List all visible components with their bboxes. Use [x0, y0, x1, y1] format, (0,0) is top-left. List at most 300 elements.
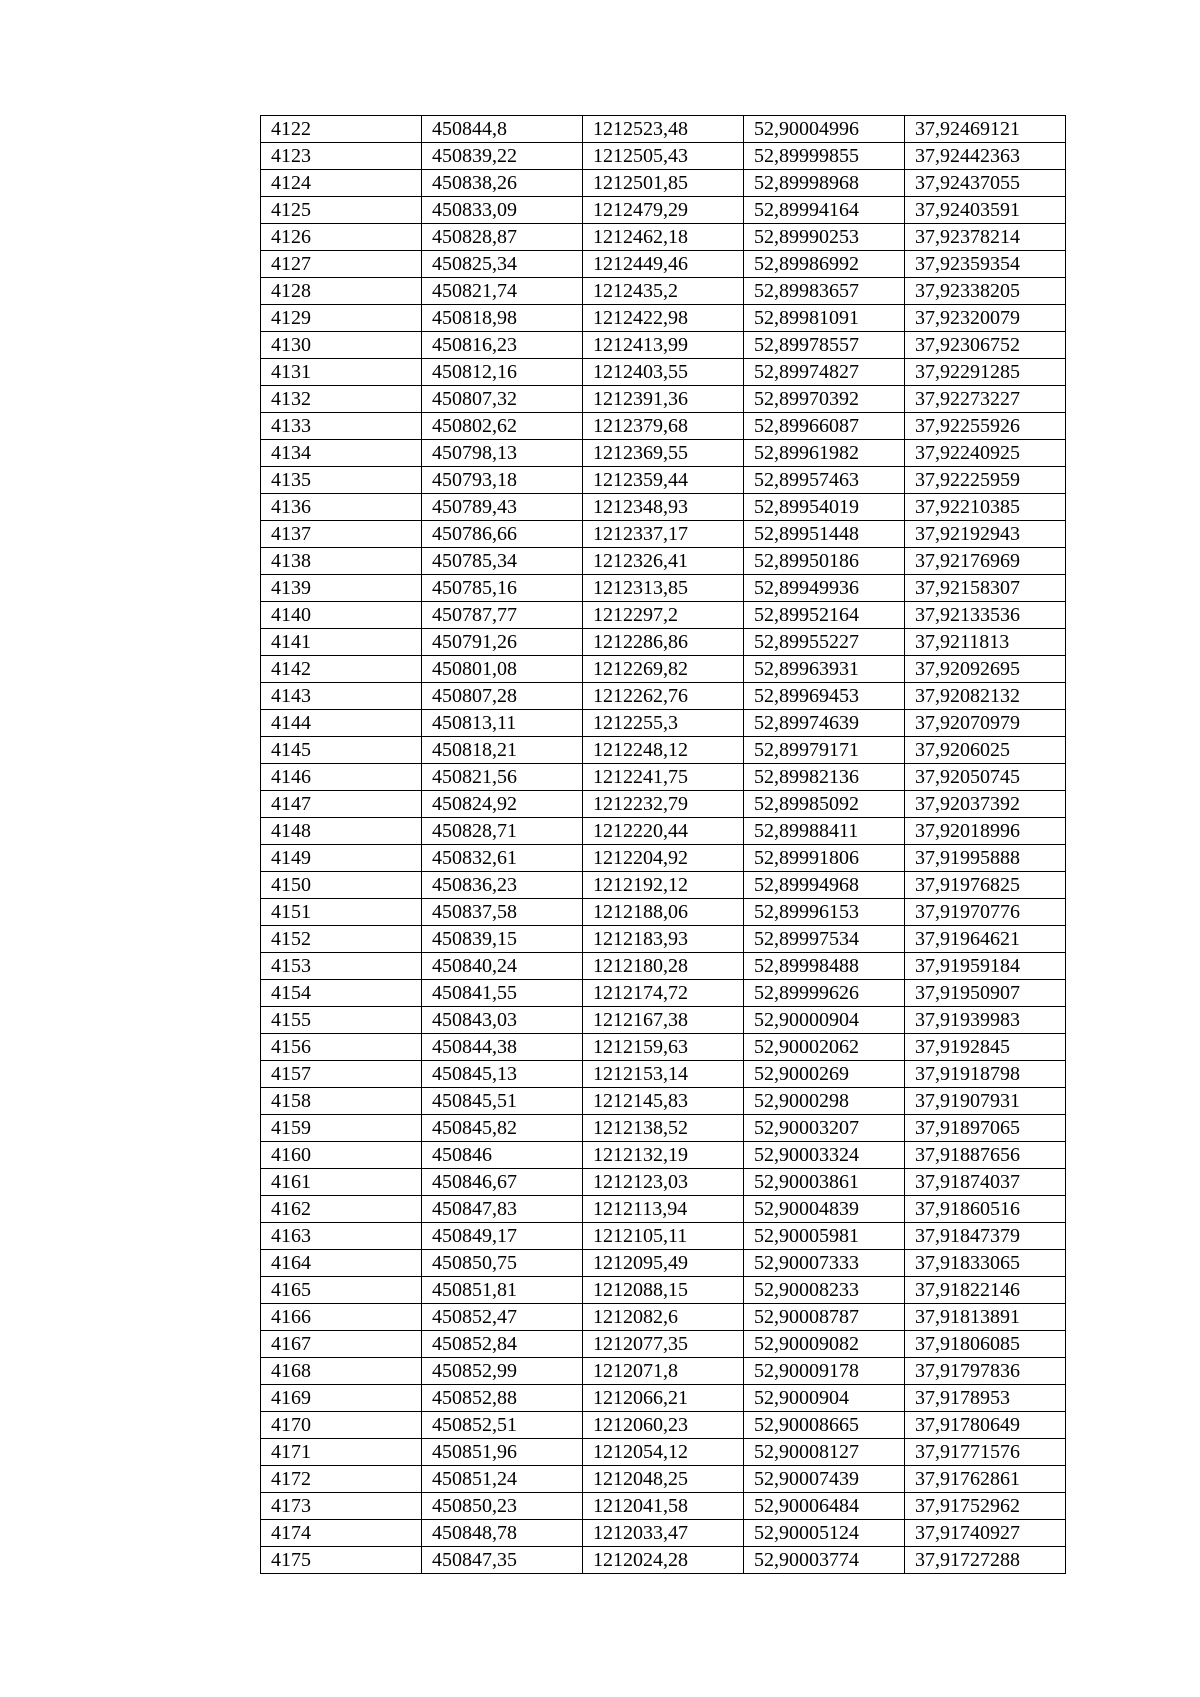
- table-row: [261, 1547, 1066, 1574]
- point-number-cell: 4148: [261, 818, 422, 845]
- point-number-cell: 4169: [261, 1385, 422, 1412]
- point-number-cell: 4135: [261, 467, 422, 494]
- table-row: [261, 224, 1066, 251]
- y-coordinate-cell: 1212269,82: [583, 656, 744, 683]
- x-coordinate-cell: 450852,51: [422, 1412, 583, 1439]
- point-number-cell: 4151: [261, 899, 422, 926]
- longitude-cell: 37,91918798: [905, 1061, 1066, 1088]
- point-number-cell: 4136: [261, 494, 422, 521]
- table-row: [261, 305, 1066, 332]
- y-coordinate-cell: 1212435,2: [583, 278, 744, 305]
- latitude-cell: 52,89983657: [744, 278, 905, 305]
- longitude-cell: 37,91797836: [905, 1358, 1066, 1385]
- y-coordinate-cell: 1212505,43: [583, 143, 744, 170]
- latitude-cell: 52,90003324: [744, 1142, 905, 1169]
- x-coordinate-cell: 450785,34: [422, 548, 583, 575]
- table-row: [261, 548, 1066, 575]
- y-coordinate-cell: 1212232,79: [583, 791, 744, 818]
- table-row: [261, 1115, 1066, 1142]
- table-row: [261, 656, 1066, 683]
- point-number-cell: 4156: [261, 1034, 422, 1061]
- longitude-cell: 37,91771576: [905, 1439, 1066, 1466]
- longitude-cell: 37,92291285: [905, 359, 1066, 386]
- y-coordinate-cell: 1212413,99: [583, 332, 744, 359]
- longitude-cell: 37,92082132: [905, 683, 1066, 710]
- point-number-cell: 4124: [261, 170, 422, 197]
- y-coordinate-cell: 1212077,35: [583, 1331, 744, 1358]
- y-coordinate-cell: 1212153,14: [583, 1061, 744, 1088]
- x-coordinate-cell: 450812,16: [422, 359, 583, 386]
- table-row: [261, 1385, 1066, 1412]
- coordinates-table-body: [261, 116, 1066, 1574]
- longitude-cell: 37,92320079: [905, 305, 1066, 332]
- point-number-cell: 4127: [261, 251, 422, 278]
- table-row: [261, 602, 1066, 629]
- point-number-cell: 4163: [261, 1223, 422, 1250]
- point-number-cell: 4166: [261, 1304, 422, 1331]
- longitude-cell: 37,92070979: [905, 710, 1066, 737]
- longitude-cell: 37,9206025: [905, 737, 1066, 764]
- table-row: [261, 1520, 1066, 1547]
- point-number-cell: 4130: [261, 332, 422, 359]
- latitude-cell: 52,89961982: [744, 440, 905, 467]
- table-row: [261, 332, 1066, 359]
- point-number-cell: 4144: [261, 710, 422, 737]
- latitude-cell: 52,90008665: [744, 1412, 905, 1439]
- x-coordinate-cell: 450816,23: [422, 332, 583, 359]
- y-coordinate-cell: 1212220,44: [583, 818, 744, 845]
- latitude-cell: 52,89999626: [744, 980, 905, 1007]
- longitude-cell: 37,91762861: [905, 1466, 1066, 1493]
- point-number-cell: 4146: [261, 764, 422, 791]
- latitude-cell: 52,89979171: [744, 737, 905, 764]
- table-row: [261, 1250, 1066, 1277]
- y-coordinate-cell: 1212462,18: [583, 224, 744, 251]
- y-coordinate-cell: 1212192,12: [583, 872, 744, 899]
- x-coordinate-cell: 450846: [422, 1142, 583, 1169]
- x-coordinate-cell: 450845,13: [422, 1061, 583, 1088]
- y-coordinate-cell: 1212188,06: [583, 899, 744, 926]
- latitude-cell: 52,89999855: [744, 143, 905, 170]
- x-coordinate-cell: 450848,78: [422, 1520, 583, 1547]
- table-row: [261, 1034, 1066, 1061]
- longitude-cell: 37,91727288: [905, 1547, 1066, 1574]
- x-coordinate-cell: 450840,24: [422, 953, 583, 980]
- longitude-cell: 37,91752962: [905, 1493, 1066, 1520]
- y-coordinate-cell: 1212248,12: [583, 737, 744, 764]
- y-coordinate-cell: 1212167,38: [583, 1007, 744, 1034]
- latitude-cell: 52,9000298: [744, 1088, 905, 1115]
- point-number-cell: 4160: [261, 1142, 422, 1169]
- table-row: [261, 845, 1066, 872]
- y-coordinate-cell: 1212449,46: [583, 251, 744, 278]
- point-number-cell: 4126: [261, 224, 422, 251]
- point-number-cell: 4155: [261, 1007, 422, 1034]
- latitude-cell: 52,90004996: [744, 116, 905, 143]
- longitude-cell: 37,9178953: [905, 1385, 1066, 1412]
- y-coordinate-cell: 1212204,92: [583, 845, 744, 872]
- longitude-cell: 37,92338205: [905, 278, 1066, 305]
- longitude-cell: 37,91939983: [905, 1007, 1066, 1034]
- y-coordinate-cell: 1212054,12: [583, 1439, 744, 1466]
- y-coordinate-cell: 1212048,25: [583, 1466, 744, 1493]
- latitude-cell: 52,89988411: [744, 818, 905, 845]
- longitude-cell: 37,92359354: [905, 251, 1066, 278]
- latitude-cell: 52,89974639: [744, 710, 905, 737]
- x-coordinate-cell: 450793,18: [422, 467, 583, 494]
- table-row: [261, 980, 1066, 1007]
- longitude-cell: 37,92442363: [905, 143, 1066, 170]
- x-coordinate-cell: 450839,15: [422, 926, 583, 953]
- y-coordinate-cell: 1212066,21: [583, 1385, 744, 1412]
- latitude-cell: 52,89994164: [744, 197, 905, 224]
- longitude-cell: 37,92240925: [905, 440, 1066, 467]
- x-coordinate-cell: 450847,83: [422, 1196, 583, 1223]
- y-coordinate-cell: 1212348,93: [583, 494, 744, 521]
- point-number-cell: 4133: [261, 413, 422, 440]
- point-number-cell: 4138: [261, 548, 422, 575]
- x-coordinate-cell: 450828,87: [422, 224, 583, 251]
- point-number-cell: 4147: [261, 791, 422, 818]
- latitude-cell: 52,90005124: [744, 1520, 905, 1547]
- y-coordinate-cell: 1212422,98: [583, 305, 744, 332]
- table-row: [261, 953, 1066, 980]
- latitude-cell: 52,90007439: [744, 1466, 905, 1493]
- point-number-cell: 4174: [261, 1520, 422, 1547]
- point-number-cell: 4149: [261, 845, 422, 872]
- longitude-cell: 37,92210385: [905, 494, 1066, 521]
- y-coordinate-cell: 1212403,55: [583, 359, 744, 386]
- latitude-cell: 52,9000269: [744, 1061, 905, 1088]
- longitude-cell: 37,92018996: [905, 818, 1066, 845]
- table-row: [261, 386, 1066, 413]
- latitude-cell: 52,89963931: [744, 656, 905, 683]
- y-coordinate-cell: 1212313,85: [583, 575, 744, 602]
- y-coordinate-cell: 1212088,15: [583, 1277, 744, 1304]
- latitude-cell: 52,90005981: [744, 1223, 905, 1250]
- table-row: [261, 251, 1066, 278]
- latitude-cell: 52,89994968: [744, 872, 905, 899]
- x-coordinate-cell: 450825,34: [422, 251, 583, 278]
- longitude-cell: 37,92133536: [905, 602, 1066, 629]
- x-coordinate-cell: 450845,51: [422, 1088, 583, 1115]
- latitude-cell: 52,90006484: [744, 1493, 905, 1520]
- x-coordinate-cell: 450844,8: [422, 116, 583, 143]
- point-number-cell: 4137: [261, 521, 422, 548]
- longitude-cell: 37,91806085: [905, 1331, 1066, 1358]
- y-coordinate-cell: 1212369,55: [583, 440, 744, 467]
- y-coordinate-cell: 1212145,83: [583, 1088, 744, 1115]
- y-coordinate-cell: 1212041,58: [583, 1493, 744, 1520]
- latitude-cell: 52,89990253: [744, 224, 905, 251]
- latitude-cell: 52,90002062: [744, 1034, 905, 1061]
- y-coordinate-cell: 1212255,3: [583, 710, 744, 737]
- y-coordinate-cell: 1212113,94: [583, 1196, 744, 1223]
- y-coordinate-cell: 1212241,75: [583, 764, 744, 791]
- y-coordinate-cell: 1212138,52: [583, 1115, 744, 1142]
- point-number-cell: 4132: [261, 386, 422, 413]
- table-row: [261, 683, 1066, 710]
- y-coordinate-cell: 1212379,68: [583, 413, 744, 440]
- y-coordinate-cell: 1212033,47: [583, 1520, 744, 1547]
- point-number-cell: 4154: [261, 980, 422, 1007]
- table-row: [261, 1169, 1066, 1196]
- longitude-cell: 37,91740927: [905, 1520, 1066, 1547]
- table-row: [261, 440, 1066, 467]
- longitude-cell: 37,91860516: [905, 1196, 1066, 1223]
- table-row: [261, 494, 1066, 521]
- latitude-cell: 52,9000904: [744, 1385, 905, 1412]
- point-number-cell: 4170: [261, 1412, 422, 1439]
- latitude-cell: 52,89951448: [744, 521, 905, 548]
- longitude-cell: 37,91780649: [905, 1412, 1066, 1439]
- table-row: [261, 521, 1066, 548]
- table-row: [261, 872, 1066, 899]
- latitude-cell: 52,89974827: [744, 359, 905, 386]
- y-coordinate-cell: 1212105,11: [583, 1223, 744, 1250]
- point-number-cell: 4153: [261, 953, 422, 980]
- latitude-cell: 52,89969453: [744, 683, 905, 710]
- point-number-cell: 4168: [261, 1358, 422, 1385]
- point-number-cell: 4157: [261, 1061, 422, 1088]
- y-coordinate-cell: 1212071,8: [583, 1358, 744, 1385]
- table-row: [261, 197, 1066, 224]
- y-coordinate-cell: 1212262,76: [583, 683, 744, 710]
- y-coordinate-cell: 1212359,44: [583, 467, 744, 494]
- latitude-cell: 52,90003207: [744, 1115, 905, 1142]
- y-coordinate-cell: 1212159,63: [583, 1034, 744, 1061]
- y-coordinate-cell: 1212479,29: [583, 197, 744, 224]
- longitude-cell: 37,92403591: [905, 197, 1066, 224]
- table-row: [261, 1277, 1066, 1304]
- table-row: [261, 1007, 1066, 1034]
- x-coordinate-cell: 450852,47: [422, 1304, 583, 1331]
- table-row: [261, 143, 1066, 170]
- table-row: [261, 1196, 1066, 1223]
- latitude-cell: 52,90004839: [744, 1196, 905, 1223]
- x-coordinate-cell: 450851,96: [422, 1439, 583, 1466]
- latitude-cell: 52,89981091: [744, 305, 905, 332]
- longitude-cell: 37,9211813: [905, 629, 1066, 656]
- point-number-cell: 4134: [261, 440, 422, 467]
- x-coordinate-cell: 450839,22: [422, 143, 583, 170]
- longitude-cell: 37,91833065: [905, 1250, 1066, 1277]
- table-row: [261, 1466, 1066, 1493]
- y-coordinate-cell: 1212501,85: [583, 170, 744, 197]
- longitude-cell: 37,91976825: [905, 872, 1066, 899]
- point-number-cell: 4171: [261, 1439, 422, 1466]
- longitude-cell: 37,92176969: [905, 548, 1066, 575]
- longitude-cell: 37,92437055: [905, 170, 1066, 197]
- latitude-cell: 52,89978557: [744, 332, 905, 359]
- table-row: [261, 737, 1066, 764]
- longitude-cell: 37,92306752: [905, 332, 1066, 359]
- longitude-cell: 37,92469121: [905, 116, 1066, 143]
- point-number-cell: 4162: [261, 1196, 422, 1223]
- x-coordinate-cell: 450851,81: [422, 1277, 583, 1304]
- y-coordinate-cell: 1212024,28: [583, 1547, 744, 1574]
- point-number-cell: 4145: [261, 737, 422, 764]
- longitude-cell: 37,92378214: [905, 224, 1066, 251]
- table-row: [261, 1304, 1066, 1331]
- latitude-cell: 52,90000904: [744, 1007, 905, 1034]
- y-coordinate-cell: 1212297,2: [583, 602, 744, 629]
- latitude-cell: 52,89950186: [744, 548, 905, 575]
- x-coordinate-cell: 450787,77: [422, 602, 583, 629]
- longitude-cell: 37,91822146: [905, 1277, 1066, 1304]
- x-coordinate-cell: 450818,21: [422, 737, 583, 764]
- x-coordinate-cell: 450807,32: [422, 386, 583, 413]
- table-row: [261, 1223, 1066, 1250]
- x-coordinate-cell: 450785,16: [422, 575, 583, 602]
- coordinates-table: [260, 115, 1066, 1574]
- x-coordinate-cell: 450828,71: [422, 818, 583, 845]
- longitude-cell: 37,91964621: [905, 926, 1066, 953]
- point-number-cell: 4152: [261, 926, 422, 953]
- y-coordinate-cell: 1212095,49: [583, 1250, 744, 1277]
- x-coordinate-cell: 450849,17: [422, 1223, 583, 1250]
- latitude-cell: 52,90003861: [744, 1169, 905, 1196]
- x-coordinate-cell: 450789,43: [422, 494, 583, 521]
- point-number-cell: 4167: [261, 1331, 422, 1358]
- y-coordinate-cell: 1212337,17: [583, 521, 744, 548]
- y-coordinate-cell: 1212180,28: [583, 953, 744, 980]
- y-coordinate-cell: 1212326,41: [583, 548, 744, 575]
- table-row: [261, 278, 1066, 305]
- longitude-cell: 37,91995888: [905, 845, 1066, 872]
- latitude-cell: 52,89997534: [744, 926, 905, 953]
- longitude-cell: 37,9192845: [905, 1034, 1066, 1061]
- longitude-cell: 37,91847379: [905, 1223, 1066, 1250]
- longitude-cell: 37,92255926: [905, 413, 1066, 440]
- longitude-cell: 37,92192943: [905, 521, 1066, 548]
- latitude-cell: 52,89986992: [744, 251, 905, 278]
- latitude-cell: 52,89952164: [744, 602, 905, 629]
- x-coordinate-cell: 450845,82: [422, 1115, 583, 1142]
- y-coordinate-cell: 1212183,93: [583, 926, 744, 953]
- latitude-cell: 52,90008787: [744, 1304, 905, 1331]
- y-coordinate-cell: 1212132,19: [583, 1142, 744, 1169]
- point-number-cell: 4140: [261, 602, 422, 629]
- x-coordinate-cell: 450832,61: [422, 845, 583, 872]
- x-coordinate-cell: 450813,11: [422, 710, 583, 737]
- table-row: [261, 1493, 1066, 1520]
- table-row: [261, 1142, 1066, 1169]
- point-number-cell: 4129: [261, 305, 422, 332]
- x-coordinate-cell: 450843,03: [422, 1007, 583, 1034]
- point-number-cell: 4150: [261, 872, 422, 899]
- point-number-cell: 4159: [261, 1115, 422, 1142]
- longitude-cell: 37,92037392: [905, 791, 1066, 818]
- latitude-cell: 52,90008233: [744, 1277, 905, 1304]
- latitude-cell: 52,89998968: [744, 170, 905, 197]
- point-number-cell: 4172: [261, 1466, 422, 1493]
- x-coordinate-cell: 450837,58: [422, 899, 583, 926]
- x-coordinate-cell: 450791,26: [422, 629, 583, 656]
- table-row: [261, 1412, 1066, 1439]
- x-coordinate-cell: 450851,24: [422, 1466, 583, 1493]
- table-row: [261, 1331, 1066, 1358]
- table-row: [261, 764, 1066, 791]
- x-coordinate-cell: 450852,99: [422, 1358, 583, 1385]
- point-number-cell: 4164: [261, 1250, 422, 1277]
- y-coordinate-cell: 1212391,36: [583, 386, 744, 413]
- table-row: [261, 1061, 1066, 1088]
- point-number-cell: 4173: [261, 1493, 422, 1520]
- table-row: [261, 413, 1066, 440]
- point-number-cell: 4161: [261, 1169, 422, 1196]
- latitude-cell: 52,90003774: [744, 1547, 905, 1574]
- y-coordinate-cell: 1212082,6: [583, 1304, 744, 1331]
- x-coordinate-cell: 450802,62: [422, 413, 583, 440]
- point-number-cell: 4128: [261, 278, 422, 305]
- x-coordinate-cell: 450801,08: [422, 656, 583, 683]
- point-number-cell: 4158: [261, 1088, 422, 1115]
- latitude-cell: 52,89985092: [744, 791, 905, 818]
- table-row: [261, 926, 1066, 953]
- x-coordinate-cell: 450821,74: [422, 278, 583, 305]
- longitude-cell: 37,92092695: [905, 656, 1066, 683]
- x-coordinate-cell: 450850,75: [422, 1250, 583, 1277]
- longitude-cell: 37,91813891: [905, 1304, 1066, 1331]
- x-coordinate-cell: 450818,98: [422, 305, 583, 332]
- y-coordinate-cell: 1212174,72: [583, 980, 744, 1007]
- latitude-cell: 52,90007333: [744, 1250, 905, 1277]
- table-row: [261, 1358, 1066, 1385]
- longitude-cell: 37,91950907: [905, 980, 1066, 1007]
- table-row: [261, 791, 1066, 818]
- latitude-cell: 52,90009082: [744, 1331, 905, 1358]
- table-row: [261, 467, 1066, 494]
- table-row: [261, 170, 1066, 197]
- latitude-cell: 52,89954019: [744, 494, 905, 521]
- latitude-cell: 52,89955227: [744, 629, 905, 656]
- point-number-cell: 4165: [261, 1277, 422, 1304]
- longitude-cell: 37,91959184: [905, 953, 1066, 980]
- point-number-cell: 4142: [261, 656, 422, 683]
- table-row: [261, 359, 1066, 386]
- point-number-cell: 4125: [261, 197, 422, 224]
- latitude-cell: 52,90008127: [744, 1439, 905, 1466]
- latitude-cell: 52,89966087: [744, 413, 905, 440]
- latitude-cell: 52,90009178: [744, 1358, 905, 1385]
- longitude-cell: 37,91887656: [905, 1142, 1066, 1169]
- x-coordinate-cell: 450798,13: [422, 440, 583, 467]
- y-coordinate-cell: 1212523,48: [583, 116, 744, 143]
- x-coordinate-cell: 450807,28: [422, 683, 583, 710]
- longitude-cell: 37,92158307: [905, 575, 1066, 602]
- point-number-cell: 4175: [261, 1547, 422, 1574]
- x-coordinate-cell: 450846,67: [422, 1169, 583, 1196]
- latitude-cell: 52,89991806: [744, 845, 905, 872]
- x-coordinate-cell: 450838,26: [422, 170, 583, 197]
- table-row: [261, 575, 1066, 602]
- point-number-cell: 4141: [261, 629, 422, 656]
- y-coordinate-cell: 1212286,86: [583, 629, 744, 656]
- x-coordinate-cell: 450847,35: [422, 1547, 583, 1574]
- table-row: [261, 1088, 1066, 1115]
- latitude-cell: 52,89957463: [744, 467, 905, 494]
- table-row: [261, 899, 1066, 926]
- point-number-cell: 4131: [261, 359, 422, 386]
- longitude-cell: 37,91970776: [905, 899, 1066, 926]
- table-row: [261, 818, 1066, 845]
- point-number-cell: 4143: [261, 683, 422, 710]
- x-coordinate-cell: 450844,38: [422, 1034, 583, 1061]
- x-coordinate-cell: 450852,88: [422, 1385, 583, 1412]
- longitude-cell: 37,92225959: [905, 467, 1066, 494]
- latitude-cell: 52,89996153: [744, 899, 905, 926]
